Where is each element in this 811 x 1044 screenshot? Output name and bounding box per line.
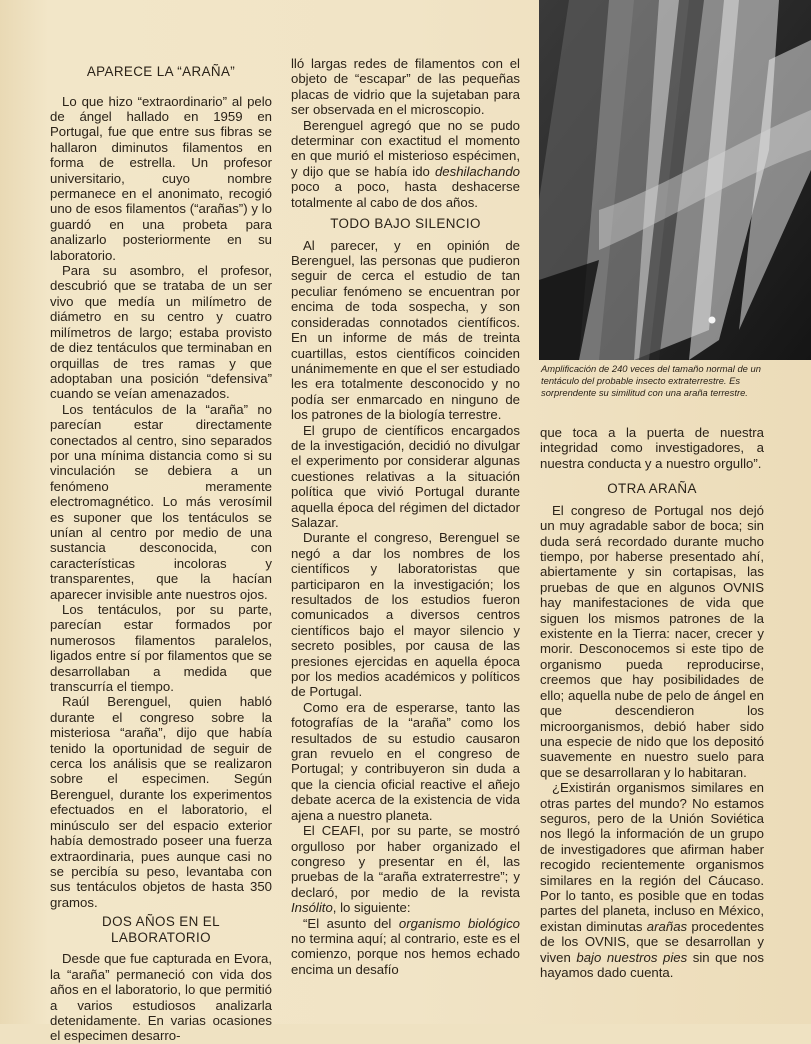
heading-line-1: DOS AÑOS EN EL	[102, 914, 220, 930]
italic-run: Insólito	[291, 900, 333, 916]
text-run: , lo siguiente:	[332, 900, 411, 916]
paragraph	[540, 780, 764, 980]
text-run: poco a poco, hasta deshacerse totalmente al cabo de dos años.	[291, 179, 520, 210]
paragraph: Al parecer, y en opinión de Berenguel, las personas que pudieron seguir de cerca el estudio de tan peculiar fenómeno se encuentran por encima de toda sospecha, y son consideradas connotados científicos. En un informe de más de treinta cuartillas, estos científicos coinciden unánimemente en que el ser estudiado les era totalmente desconocido y no podía ser enmarcado en ninguno de los patrones de la biología terrestre.	[291, 237, 520, 423]
paragraph: que toca a la puerta de nuestra integridad como investigadores, a nuestra conducta y a nuestro orgullo”.	[540, 425, 764, 471]
paragraph	[291, 916, 520, 978]
text-run: Berenguel agregó que no se pudo determinar con exactitud el momento en que murió el misterioso espécimen, y dijo que se había ido	[291, 117, 520, 179]
section-heading-dos-anos	[50, 914, 272, 945]
text-run: procedentes de los OVNIS, que se desarrollan y viven	[540, 918, 764, 965]
photo-caption: Amplificación de 240 veces del tamaño normal de un tentáculo del probable insecto extraterrestre. Es sorprendente su similitud con una araña terrestre.	[541, 363, 761, 398]
paragraph: Lo que hizo “extraordinario” al pelo de ángel hallado en 1959 en Portugal, fue que entre sus fibras se hallaron diminutos filamentos en forma de estrella. Un profesor universitario, cuyo nombre permanece en el anonimato, recogió uno de esos filamentos (“arañas”) y lo guardó en una probeta para analizarlo posteriormente en su laboratorio.	[50, 93, 272, 263]
paragraph: Raúl Berenguel, quien habló durante el congreso sobre la misteriosa “araña”, dijo que había tenido la oportunidad de seguir de cerca los análisis que se realizaron sobre el especimen. Según Berenguel, durante los experimentos efectuados en el laboratorio, el minúsculo ser del espacio exterior había demostrado poseer una fuerza extraordinaria, pues aunque casi no se percibía su peso, levantaba con sus tentáculos objetos de hasta 350 gramos.	[50, 694, 272, 910]
paragraph: Desde que fue capturada en Evora, la “araña” permaneció con vida dos años en el laboratorio, lo que permitió a varios estudiosos analizarla detenidamente. En varias ocasiones el especimen desarro-	[50, 951, 272, 1044]
paragraph: Durante el congreso, Berenguel se negó a dar los nombres de los científicos y laboratoristas que participaron en la investigación; los resultados de los estudios fueron comunicados a diversos centros científicos bajo el mayor silencio y secreto posibles, por causa de las presiones ejercidas en aquella época por los medios académicos y políticos de Portugal.	[291, 530, 520, 700]
italic-run: deshilachando	[434, 163, 520, 179]
heading-line-2: LABORATORIO	[111, 929, 211, 945]
microscope-photo	[539, 0, 811, 360]
column-2	[291, 56, 520, 977]
paragraph: lló largas redes de filamentos con el objeto de “escapar” de las pequeñas placas de vidrio que la sujetaban para ser observada en el microscopio.	[291, 56, 520, 118]
section-heading-aparece: APARECE LA “ARAÑA”	[86, 64, 236, 79]
italic-run: organismo biológico	[398, 915, 520, 931]
italic-run: bajo nuestros pies	[576, 949, 688, 965]
paragraph: Para su asombro, el profesor, descubrió que se trataba de un ser vivo que medía un milímetro de diámetro en su centro y cuatro milímetros de largo; estaba provisto de diez tentáculos que terminaban en orquillas de tres ramas y que adoptaban una posición “defensiva” cuando se veían amenazados.	[50, 263, 272, 402]
text-run: “El asunto del	[303, 915, 399, 931]
paragraph: Los tentáculos, por su parte, parecían estar formados por numerosos filamentos paralelos, ligados entre sí por filamentos que se desarrollaban a medida que transcurría el tiempo.	[50, 602, 272, 695]
section-heading-otra: OTRA ARAÑA	[607, 481, 697, 497]
paragraph: Los tentáculos de la “araña” no parecían estar directamente conectados al centro, sino separados por una mínima distancia como si su vinculación se debiera a un fenómeno meramente electromagnético. Lo más verosímil es suponer que los tentáculos se unían al centro por medio de una sustancia desconocida, con características incoloras y transparentes, que la hacían aparecer invisible ante nuestros ojos.	[50, 401, 272, 602]
section-heading-todo: TODO BAJO SILENCIO	[330, 216, 481, 232]
paragraph: Como era de esperarse, tanto las fotografías de la “araña” como los resultados de su estudio causaron gran revuelo en el congreso de Portugal; y contribuyeron sin duda a que la ciencia oficial reactive el añejo debate acerca de la existencia de vida ajena a nuestro planeta.	[291, 699, 520, 823]
column-1	[50, 56, 272, 1044]
paragraph: El congreso de Portugal nos dejó un muy agradable sabor de boca; sin duda será recordado durante mucho tiempo, por haberse presentado ahí, abiertamente y sin cortapisas, las pruebas de que en algunos OVNIS hay manifestaciones de vida que siguen los mismos patrones de la existente en la Tierra: nacer, crecer y morir. Desconocemos si este tipo de organismo pueda reproducirse, creemos que hay posibilidades de ello; aquella nube de pelo de ángel en que descendieron los microorganismos, debió haber sido una especie de nido que los depositó suavemente en nuestro suelo para que se desarrollaran y lo habitaran.	[540, 502, 764, 780]
paragraph	[291, 823, 520, 915]
paragraph	[291, 118, 520, 210]
tentacle-image	[539, 0, 811, 360]
italic-run: arañas	[646, 918, 688, 934]
column-3	[540, 425, 764, 980]
text-run: no termina aquí; al contrario, este es el comienzo, porque nos hemos echado encima un desafío	[291, 930, 520, 977]
text-run: El CEAFI, por su parte, se mostró orgulloso por haber organizado el congreso y presentar en él, las pruebas de la “araña extraterrestre”; y declaró, por medio de la revista	[291, 823, 520, 900]
text-run: sin que nos hayamos dado cuenta.	[540, 949, 764, 980]
paragraph: El grupo de científicos encargados de la investigación, decidió no divulgar el experimento por considerar algunas cuestiones relativas a la situación política que vivió Portugal durante aquella época del régimen del dictador Salazar.	[291, 422, 520, 530]
text-run: ¿Existirán organismos similares en otras partes del mundo? No estamos seguros, pero de la Unión Soviética nos llegó la información de un grupo de investigadores que afirman haber recogido recientemente organismos similares en la región del Cáucaso. Por lo tanto, es posible que en todas partes del planeta, incluso en México, existan diminutas	[540, 780, 764, 934]
